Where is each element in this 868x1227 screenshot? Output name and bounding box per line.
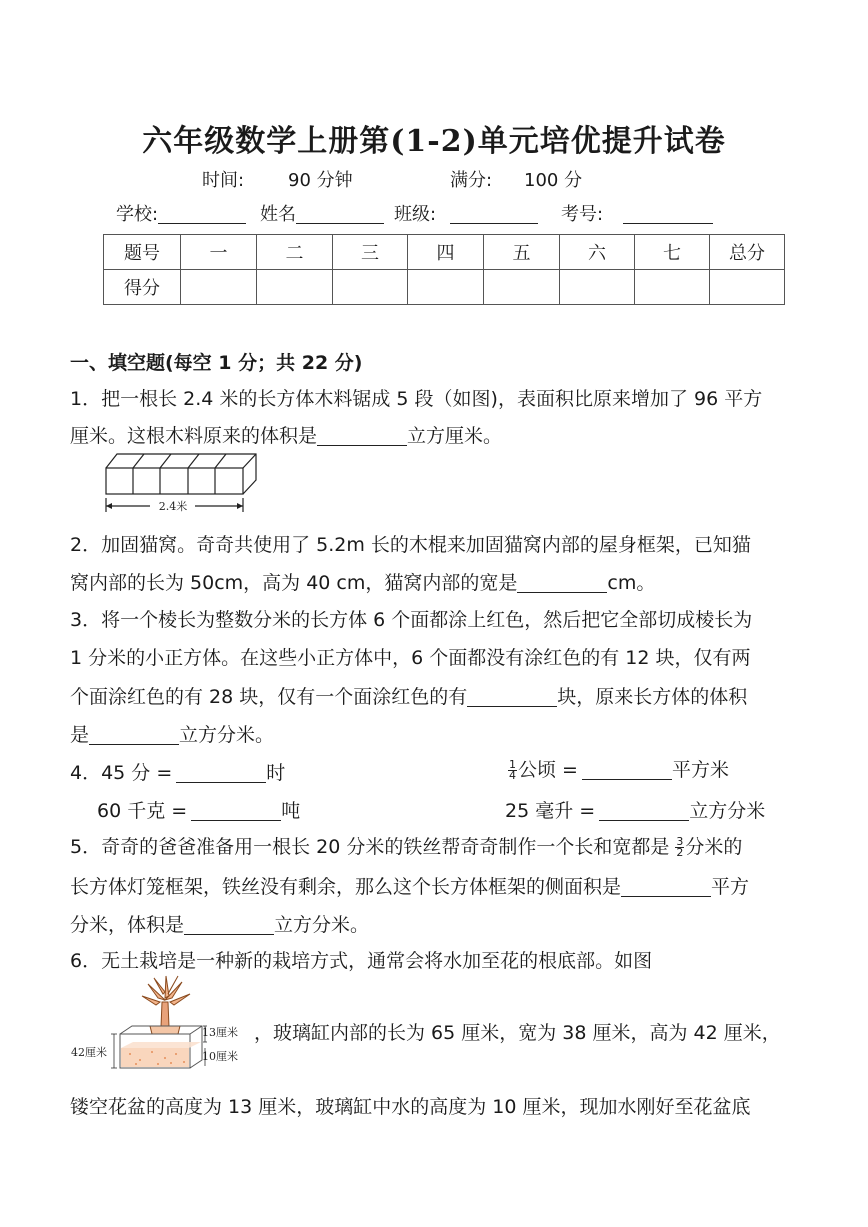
- q2-text-b: cm。: [607, 572, 656, 594]
- score-cell[interactable]: [408, 270, 484, 305]
- full-score-label: 满分:: [450, 170, 493, 191]
- q4-c-prefix: 60 千克 =: [97, 800, 188, 822]
- q4-a-blank[interactable]: [176, 762, 266, 783]
- q6-line3: 镂空花盆的高度为 13 厘米，玻璃缸中水的高度为 10 厘米，现加水刚好至花盆底: [70, 1096, 751, 1118]
- class-blank[interactable]: [450, 203, 538, 224]
- page-title: 六年级数学上册第(1-2)单元培优提升试卷: [142, 124, 726, 159]
- header-cell: 二: [257, 235, 333, 270]
- beam-length-label: 2.4米: [158, 500, 188, 513]
- header-cell: 题号: [104, 235, 181, 270]
- fraction-numerator: 1: [509, 758, 516, 771]
- q4-b-fraction: [508, 760, 517, 781]
- fraction-denominator: 4: [509, 769, 516, 782]
- score-cell[interactable]: [181, 270, 257, 305]
- q5-text-d: 平方: [711, 876, 750, 898]
- q5-line2: [70, 872, 749, 899]
- q4-b-suffix: 平方米: [671, 759, 729, 781]
- q4-a-prefix: 4．45 分 =: [70, 762, 173, 784]
- q4-a-suffix: 时: [266, 762, 286, 784]
- q3-text-b: 块，原来长方体的体积: [557, 686, 748, 708]
- header-cell: 七: [635, 235, 710, 270]
- q5-line3: [70, 910, 369, 937]
- school-field: [116, 200, 246, 226]
- score-table-score-row: [104, 270, 785, 305]
- time-value: 90 分钟: [288, 170, 353, 191]
- q5-text-e: 分米，体积是: [70, 914, 185, 936]
- q4-item-a: [70, 758, 285, 785]
- score-table: [103, 234, 785, 305]
- q3-answer-blank-1[interactable]: [467, 686, 557, 707]
- q3-line4: [70, 720, 274, 747]
- q1-line1: 1．把一根长 2.4 米的长方体木料锯成 5 段（如图)，表面积比原来增加了 96 平方: [70, 388, 763, 410]
- q4-b-blank[interactable]: [582, 759, 672, 780]
- score-cell[interactable]: [484, 270, 560, 305]
- water-height-label: 10厘米: [202, 1050, 238, 1063]
- q3-text-d: 立方分米。: [179, 724, 275, 746]
- q5-text-f: 立方分米。: [274, 914, 370, 936]
- q4-item-d: [505, 796, 765, 823]
- plant-tank-figure: [70, 972, 255, 1072]
- q1-answer-blank[interactable]: [317, 425, 407, 446]
- name-field: [260, 200, 384, 226]
- exam-number-blank[interactable]: [623, 203, 713, 224]
- q5-answer-blank-1[interactable]: [621, 876, 711, 897]
- header-cell: 六: [560, 235, 635, 270]
- header-cell: 总分: [710, 235, 785, 270]
- q5-text-a: 5．奇奇的爸爸准备用一根长 20 分米的铁丝帮奇奇制作一个长和宽都是: [70, 836, 670, 858]
- q2-text-a: 窝内部的长为 50cm，高为 40 cm，猫窝内部的宽是: [70, 572, 518, 594]
- q4-c-blank[interactable]: [191, 800, 281, 821]
- q2-line2: [70, 568, 655, 595]
- q4-item-c: [97, 796, 300, 823]
- q1-text-a: 厘米。这根木料原来的体积是: [70, 425, 318, 447]
- q3-line1: 3．将一个棱长为整数分米的长方体 6 个面都涂上红色，然后把它全部切成棱长为: [70, 609, 753, 631]
- q4-d-blank[interactable]: [599, 800, 689, 821]
- q1-line2: [70, 421, 502, 448]
- q6-line1: 6．无土栽培是一种新的栽培方式，通常会将水加至花的根底部。如图: [70, 950, 653, 972]
- q5-text-b: 分米的: [685, 836, 743, 858]
- q3-line2: 1 分米的小正方体。在这些小正方体中，6 个面都没有涂红色的有 12 块，仅有两: [70, 647, 751, 669]
- pot-height-label: 13厘米: [202, 1026, 238, 1039]
- q3-text-a: 个面涂红色的有 28 块，仅有一个面涂红色的有: [70, 686, 468, 708]
- class-field: [394, 200, 538, 226]
- q3-answer-blank-2[interactable]: [89, 724, 179, 745]
- class-label: 班级:: [394, 204, 437, 225]
- q6-line2: ，玻璃缸内部的长为 65 厘米，宽为 38 厘米，高为 42 厘米，: [254, 1022, 781, 1044]
- q4-d-suffix: 立方分米: [689, 800, 766, 822]
- q4-item-b: [507, 755, 729, 782]
- name-blank[interactable]: [296, 203, 384, 224]
- q5-text-c: 长方体灯笼框架，铁丝没有剩余，那么这个长方体框架的侧面积是: [70, 876, 622, 898]
- wood-beam-figure: [100, 448, 265, 518]
- exam-number-field: [561, 200, 713, 226]
- tank-height-label: 42厘米: [71, 1046, 107, 1059]
- time-label: 时间:: [202, 170, 245, 191]
- section-heading: 一、填空题(每空 1 分；共 22 分): [70, 352, 363, 374]
- school-blank[interactable]: [158, 203, 246, 224]
- q2-line1: 2．加固猫窝。奇奇共使用了 5.2m 长的木棍来加固猫窝内部的屋身框架，已知猫: [70, 534, 751, 556]
- score-row-label: 得分: [104, 270, 181, 305]
- score-cell[interactable]: [560, 270, 635, 305]
- q4-d-prefix: 25 毫升 =: [505, 800, 596, 822]
- school-label: 学校:: [116, 204, 159, 225]
- exam-number-label: 考号:: [561, 204, 604, 225]
- header-cell: 五: [484, 235, 560, 270]
- q3-line3: [70, 682, 747, 709]
- score-cell[interactable]: [257, 270, 333, 305]
- q1-text-b: 立方厘米。: [407, 425, 503, 447]
- score-cell[interactable]: [333, 270, 408, 305]
- q2-answer-blank[interactable]: [517, 572, 607, 593]
- q4-b-prefix: 公顷 =: [518, 759, 578, 781]
- q3-text-c: 是: [70, 724, 90, 746]
- fraction-numerator: 3: [676, 835, 684, 848]
- header-cell: 三: [333, 235, 408, 270]
- header-cell: 一: [181, 235, 257, 270]
- q5-answer-blank-2[interactable]: [184, 914, 274, 935]
- header-cell: 四: [408, 235, 484, 270]
- full-score-value: 100 分: [524, 170, 583, 191]
- q4-c-suffix: 吨: [281, 800, 301, 822]
- score-cell[interactable]: [635, 270, 710, 305]
- name-label: 姓名: [260, 204, 296, 225]
- score-table-header-row: [104, 235, 785, 270]
- q5-line1: [70, 832, 742, 859]
- q5-fraction: [675, 837, 684, 858]
- score-cell[interactable]: [710, 270, 785, 305]
- fraction-denominator: 2: [676, 846, 684, 859]
